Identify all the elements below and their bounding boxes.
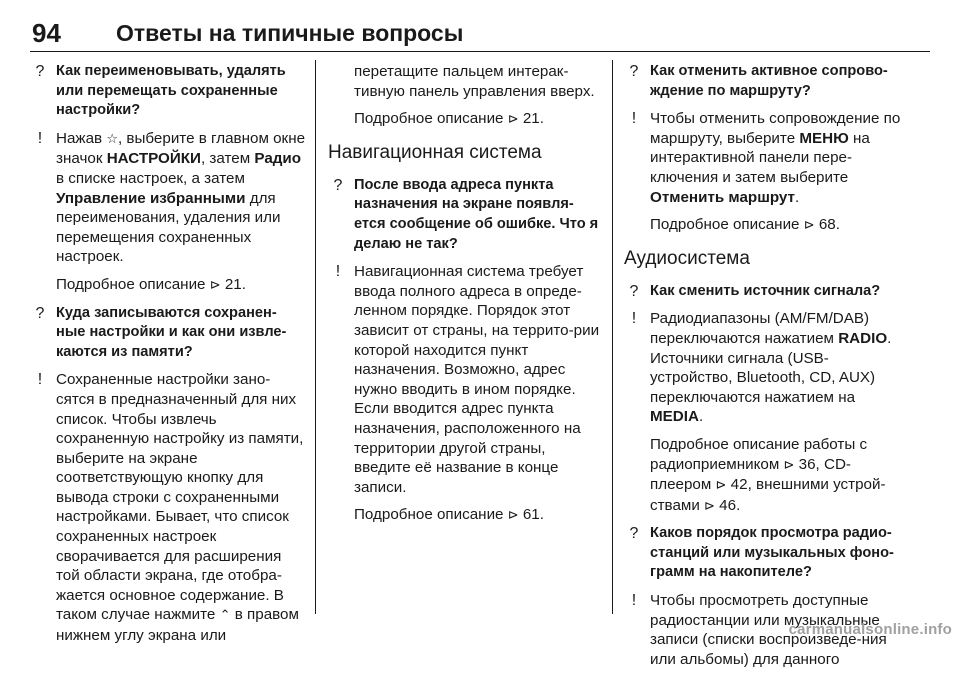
- question-text: Как сменить источник сигнала?: [650, 282, 881, 299]
- exclamation-icon: !: [37, 371, 43, 389]
- column-1: [30, 62, 306, 654]
- answer-item: ! Радиодиапазоны (AM/FM/DAB) переключаются нажатием RADIO. Источники сигнала (USB-устройство, Bluetooth, CD, AUX) переключаются нажатием на MEDIA.: [624, 309, 910, 427]
- reference-line: Подробное описание ⊳ 68.: [650, 216, 840, 234]
- section-heading: Аудиосистема: [624, 247, 750, 269]
- question-text: Как отменить активное сопрово-ждение по маршруту?: [650, 63, 888, 99]
- reference-line: Подробное описание ⊳ 21.: [354, 110, 544, 128]
- exclamation-icon: !: [631, 110, 637, 128]
- question-item: [624, 282, 910, 302]
- exclamation-icon: !: [37, 129, 43, 147]
- column-divider: [612, 60, 613, 614]
- page-ref-arrow-icon: ⊳: [803, 218, 815, 234]
- answer-item: ! Чтобы просмотреть доступные радиостанции или музыкальные записи (списки воспроизведе-ния или альбомы) для данного: [624, 591, 910, 669]
- answer-item: ! Навигационная система требует ввода полного адреса в опреде-ленном порядке. Порядок этот зависит от страны, на террито-рии которой находится пункт назначения. Возможно, адрес нужно вводить в ином порядке. Если вводится адрес пункта назначения, расположенного на территории другой страны, введите её название в конце записи.: [328, 262, 602, 497]
- reference-line: Подробное описание ⊳ 21.: [56, 275, 246, 293]
- question-icon: ?: [35, 304, 45, 322]
- question-item: [30, 62, 306, 121]
- page-ref-arrow-icon: ⊳: [783, 457, 795, 473]
- question-item: [624, 62, 910, 101]
- page-number: 94: [32, 18, 61, 48]
- page-title: Ответы на типичные вопросы: [116, 20, 464, 46]
- page-ref-arrow-icon: ⊳: [209, 277, 221, 293]
- answer-item: ! Чтобы отменить сопровождение по маршруту, выберите МЕНЮ на интерактивной панели пере-ключения и затем выберите Отменить маршрут.: [624, 109, 910, 207]
- column-divider: [315, 60, 316, 614]
- column-3: [624, 62, 910, 677]
- page-ref-arrow-icon: ⊳: [704, 498, 715, 514]
- column-2: [328, 62, 602, 534]
- page-ref-arrow-icon: ⊳: [507, 508, 519, 524]
- question-item: [30, 304, 306, 363]
- question-text: Куда записываются сохранен-ные настройки и как они извле-каются из памяти?: [56, 304, 287, 360]
- reference-line: Подробное описание работы с радиоприемником ⊳ 36, CD-плеером ⊳ 42, внешними устрой-ствами ⊳ 46.: [650, 435, 886, 514]
- question-text: Как переименовывать, удалять или перемещать сохраненные настройки?: [56, 63, 286, 119]
- exclamation-icon: !: [631, 592, 637, 610]
- question-text: После ввода адреса пункта назначения на экране появля-ется сообщение об ошибке. Что я делаю не так?: [354, 176, 599, 252]
- watermark: carmanualsonline.info: [788, 621, 952, 638]
- question-icon: ?: [35, 63, 45, 80]
- question-icon: ?: [629, 282, 639, 300]
- question-icon: ?: [333, 176, 343, 194]
- section-heading: Навигационная система: [328, 141, 542, 163]
- chevron-up-icon: ⌃: [219, 608, 231, 624]
- page-ref-arrow-icon: ⊳: [507, 112, 519, 128]
- exclamation-icon: !: [335, 263, 341, 281]
- answer-item: ! Нажав ☆, выберите в главном окне значок НАСТРОЙКИ, затем Радио в списке настроек, а затем Управление избранными для переименования, удаления или перемещения сохраненных настроек.: [30, 129, 306, 267]
- home-icon: ☆: [106, 131, 118, 147]
- exclamation-icon: !: [631, 310, 637, 328]
- answer-item: ! Сохраненные настройки зано-сятся в предназначенный для них список. Чтобы извлечь сохраненную настройку из памяти, выберите на экране соответствующую кнопку для вывода строки с сохраненными настройками. Бывает, что список сохраненных настроек сворачивается для расширения той области экрана, где отобра-жается основное содержание. В таком случае нажмите ⌃ в правом нижнем углу экрана или: [30, 370, 306, 645]
- page-ref-arrow-icon: ⊳: [715, 478, 727, 494]
- question-icon: ?: [629, 525, 639, 543]
- question-icon: ?: [629, 63, 639, 80]
- question-item: [328, 176, 602, 254]
- reference-line: Подробное описание ⊳ 61.: [354, 506, 544, 524]
- question-item: [624, 524, 910, 583]
- answer-continuation: перетащите пальцем интерак-тивную панель управления вверх.: [354, 63, 595, 100]
- page-header: [30, 16, 930, 52]
- question-text: Каков порядок просмотра радио-станций или музыкальных фоно-грамм на накопителе?: [650, 525, 894, 581]
